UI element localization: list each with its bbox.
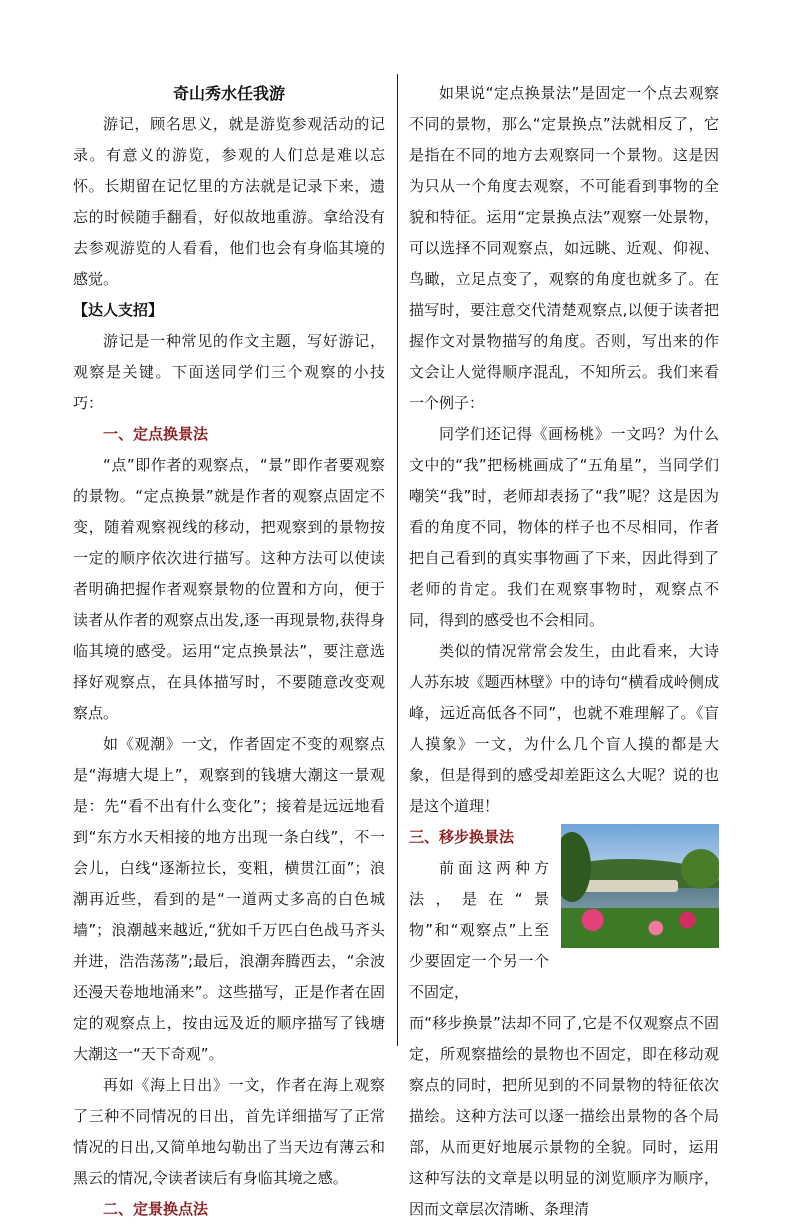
section-tag: 【达人支招】 — [73, 301, 164, 319]
paragraph-example-richu: 再如《海上日出》一文，作者在海上观察了三种不同情况的日出，首先详细描写了正常情况的日出,又简单地勾勒出了当天边有薄云和黑云的情况,令读者读后有身临其境之感。 — [73, 1076, 385, 1187]
heading-method-2: 二、定景换点法 — [103, 1200, 209, 1218]
method-3-text — [409, 822, 549, 1008]
landscape-bridge-photo-icon — [561, 824, 719, 948]
column-divider — [397, 74, 398, 1046]
paragraph-example-yangtao: 同学们还记得《画杨桃》一文吗？为什么文中的“我”把杨桃画成了“五角星”，当同学们嘲笑“我”时，老师却表扬了“我”呢？这是因为看的角度不同，物体的样子也不尽相同，作者把自己看到的真实事物画了下来，因此得到了老师的肯定。我们在观察事物时，观察点不同，得到的感受也不会相同。 — [409, 425, 719, 629]
paragraph-method-3-cont: 而“移步换景”法却不同了,它是不仅观察点不固定，所观察描绘的景物也不固定，即在移动观察点的同时，把所见到的不同景物的特征依次描绘。这种方法可以逐一描绘出景物的各个局部，从而更好地展示景物的全貌。同时，运用这种写法的文章是以明显的浏览顺序为顺序，因而文章层次清晰、条理清 — [409, 1014, 719, 1218]
heading-method-3: 三、移步换景法 — [409, 828, 515, 846]
intro-paragraph: 游记，顾名思义，就是游览参观活动的记录。有意义的游览，参观的人们总是难以忘怀。长期留在记忆里的方法就是记录下来，遗忘的时候随手翻看，好似故地重游。拿给没有去参观游览的人看看，他们也会有身临其境的感觉。 — [73, 115, 385, 288]
paragraph-example-xilinbi: 类似的情况常常会发生，由此看来，大诗人苏东坡《题西林壁》中的诗句“横看成岭侧成峰，远近高低各不同”，也就不难理解了。《盲人摸象》一文，为什么几个盲人摸的都是大象，但是得到的感受却差距这么大呢？说的也是这个道理！ — [409, 642, 719, 815]
paragraph-example-guanchao: 如《观潮》一文，作者固定不变的观察点是“海塘大堤上”，观察到的钱塘大潮这一景观是：先“看不出有什么变化”；接着是远远地看到“东方水天相接的地方出现一条白线”，不一会儿，白线“逐渐拉长，变粗，横贯江面”；浪潮再近些，看到的是“一道两丈多高的白色城墙”；浪潮越来越近,“犹如千万匹白色战马齐头并进，浩浩荡荡”;最后，浪潮奔腾西去，“余波还漫天卷地地涌来”。这些描写，正是作者在固定的观察点上，按由远及近的顺序描写了钱塘大潮这一“天下奇观”。 — [73, 735, 385, 1063]
paragraph-method-3-start: 前面这两种方法，是在“景物”和“观察点”上至少要固定一个另一个不固定， — [409, 859, 549, 1001]
heading-method-1: 一、定点换景法 — [103, 425, 209, 443]
left-column — [73, 78, 385, 1225]
paragraph-tips: 游记是一种常见的作文主题，写好游记，观察是关键。下面送同学们三个观察的小技巧： — [73, 332, 385, 412]
method-3-block — [409, 822, 719, 1008]
paragraph-method-2: 如果说“定点换景法”是固定一个点去观察不同的景物，那么“定景换点”法就相反了，它是指在不同的地方去观察同一个景物。这是因为只从一个角度去观察，不可能看到事物的全貌和特征。运用“定景换点法”观察一处景物，可以选择不同观察点，如远眺、近观、仰视、鸟瞰，立足点变了，观察的角度也就多了。在描写时，要注意交代清楚观察点,以便于读者把握作文对景物描写的角度。否则，写出来的作文会让人觉得顺序混乱，不知所云。我们来看一个例子： — [409, 84, 719, 412]
paragraph-method-1: “点”即作者的观察点，“景”即作者要观察的景物。“定点换景”就是作者的观察点固定不变，随着观察视线的移动，把观察到的景物按一定的顺序依次进行描写。这种方法可以使读者明确把握作者观察景物的位置和方向，便于读者从作者的观察点出发,逐一再现景物,获得身临其境的感受。运用“定点换景法”，要注意选择好观察点，在具体描写时，不要随意改变观察点。 — [73, 456, 385, 722]
right-column — [409, 78, 719, 1225]
article-title: 奇山秀水任我游 — [172, 84, 285, 103]
